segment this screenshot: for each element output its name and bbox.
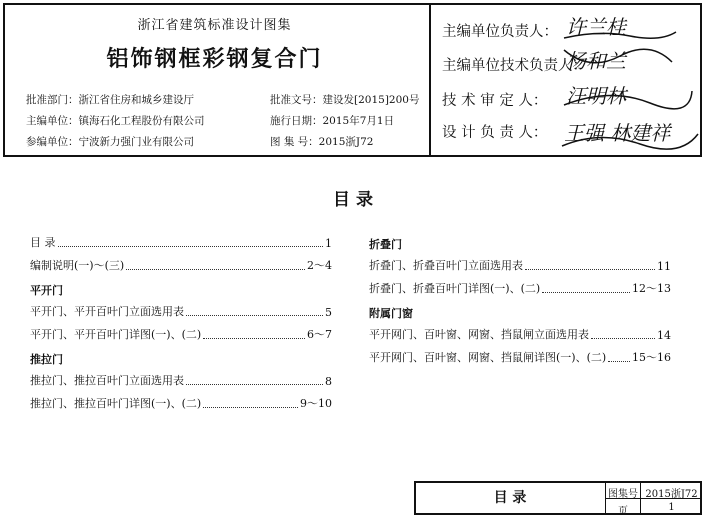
toc-entry-page: 9～10 xyxy=(300,397,332,410)
participating-unit: 参编单位：宁波新力强门业有限公司 xyxy=(26,136,194,148)
toc-entry-title: 平开网门、百叶窗、网窗、挡鼠闸详图(一)、(二) xyxy=(369,351,607,364)
toc-leader-dots xyxy=(126,269,305,270)
toc-leader-dots xyxy=(608,361,630,362)
header-divider xyxy=(429,3,431,157)
signature-label-design: 设 计 负 责 人： xyxy=(442,125,548,141)
title-block-title: 目 录 xyxy=(493,490,527,506)
toc-section-title: 推拉门 xyxy=(30,353,63,366)
toc-entry-page: 15～16 xyxy=(632,351,671,364)
toc-entry[interactable] xyxy=(369,347,671,365)
toc-entry-title: 平开网门、百叶窗、网窗、挡鼠闸立面选用表 xyxy=(369,328,589,341)
title-block-page-label: 页 xyxy=(618,506,628,517)
page-title: 铝饰钢框彩钢复合门 xyxy=(106,46,323,72)
toc-entry[interactable] xyxy=(369,324,671,342)
toc-entry[interactable] xyxy=(30,370,332,388)
signature-tech-text: 杨和兰 xyxy=(566,49,626,73)
title-block-atlas-label: 图集号 xyxy=(608,489,638,500)
toc-entry-title: 推拉门、推拉百叶门立面选用表 xyxy=(30,374,184,387)
toc-leader-dots xyxy=(58,246,324,247)
toc-leader-dots xyxy=(542,292,630,293)
toc-entry-title: 编制说明(一)～(三) xyxy=(30,259,125,272)
approval-number: 批准文号：建设发[2015]200号 xyxy=(270,94,420,106)
title-block-atlas-value: 2015浙J72 xyxy=(645,489,698,500)
signature-design xyxy=(560,112,700,152)
signature-label-chief: 主编单位负责人： xyxy=(442,24,558,40)
toc-entry-page: 12～13 xyxy=(632,282,671,295)
series-title: 浙江省建筑标准设计图集 xyxy=(137,18,292,33)
signature-label-review: 技 术 审 定 人： xyxy=(442,93,548,109)
toc-entry[interactable] xyxy=(30,324,332,342)
signature-chief-text: 许兰桂 xyxy=(566,15,626,39)
effective-date: 施行日期：2015年7月1日 xyxy=(270,115,395,127)
toc-entry-title: 折叠门、折叠百叶门立面选用表 xyxy=(369,259,523,272)
approval-dept: 批准部门：浙江省住房和城乡建设厅 xyxy=(26,94,194,106)
toc-heading: 目 录 xyxy=(333,190,373,210)
toc-entry-page: 6～7 xyxy=(307,328,332,341)
toc-entry[interactable] xyxy=(30,232,332,250)
signature-review xyxy=(560,77,696,113)
toc-leader-dots xyxy=(591,338,655,339)
toc-entry[interactable] xyxy=(30,255,332,273)
toc-entry-title: 折叠门、折叠百叶门详图(一)、(二) xyxy=(369,282,541,295)
toc-entry-page: 14 xyxy=(657,329,671,342)
toc-section-title: 附属门窗 xyxy=(369,307,413,320)
toc-entry[interactable] xyxy=(369,255,671,273)
toc-leader-dots xyxy=(203,338,305,339)
toc-entry[interactable] xyxy=(30,301,332,319)
toc-entry-page: 5 xyxy=(325,306,332,319)
toc-section-title: 折叠门 xyxy=(369,238,402,251)
signature-tech xyxy=(560,42,680,78)
toc-entry-title: 目 录 xyxy=(30,236,56,249)
toc-entry-page: 1 xyxy=(325,237,332,250)
toc-entry[interactable] xyxy=(30,393,332,411)
toc-entry-title: 平开门、平开百叶门立面选用表 xyxy=(30,305,184,318)
signature-review-text: 汪明林 xyxy=(566,84,626,108)
toc-section-title: 平开门 xyxy=(30,284,63,297)
chief-unit: 主编单位：镇海石化工程股份有限公司 xyxy=(26,115,205,127)
atlas-number: 图 集 号：2015浙J72 xyxy=(270,136,374,148)
toc-leader-dots xyxy=(186,384,323,385)
toc-entry-title: 平开门、平开百叶门详图(一)、(二) xyxy=(30,328,202,341)
title-block-page-value: 1 xyxy=(668,502,675,513)
toc-entry-page: 11 xyxy=(657,260,671,273)
signature-chief xyxy=(560,8,680,44)
toc-leader-dots xyxy=(186,315,323,316)
toc-leader-dots xyxy=(203,407,298,408)
toc-leader-dots xyxy=(525,269,655,270)
toc-entry[interactable] xyxy=(369,278,671,296)
signature-design-text: 王强 林建祥 xyxy=(564,121,671,145)
toc-entry-page: 8 xyxy=(325,375,332,388)
toc-entry-page: 2～4 xyxy=(307,259,332,272)
signature-label-tech: 主编单位技术负责人： xyxy=(442,58,587,74)
toc-entry-title: 推拉门、推拉百叶门详图(一)、(二) xyxy=(30,397,202,410)
